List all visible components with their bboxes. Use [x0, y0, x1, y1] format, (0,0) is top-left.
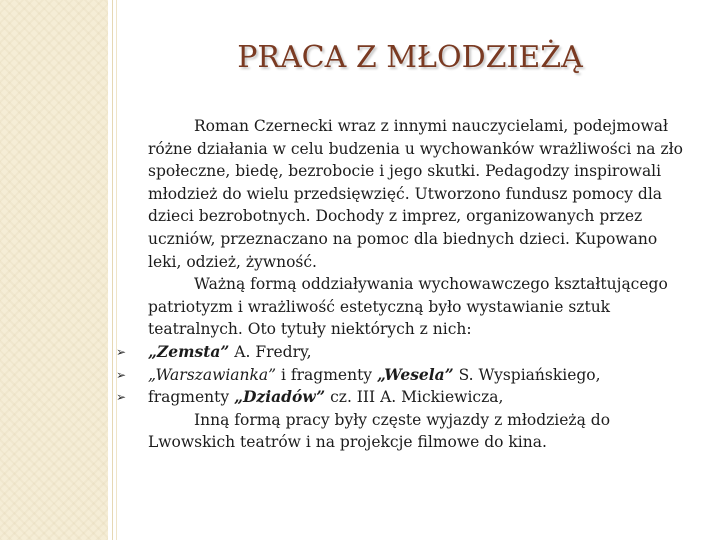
text-line: Inną formą pracy były częste wyjazdy z młodzieżą do	[194, 410, 611, 429]
text-line: Ważną formą oddziaływania wychowawczego kształtującego	[194, 275, 668, 294]
bullet-text: S. Wyspiańskiego,	[453, 365, 601, 384]
bullet-text: A. Fredry,	[229, 342, 312, 361]
bullet-item-dziady	[116, 386, 698, 409]
text-line: Lwowskich teatrów i na projekcje filmowe do kina.	[148, 433, 547, 452]
play-title: „Zemsta”	[148, 341, 230, 361]
text-line: patriotyzm i wrażliwość estetyczną było wystawianie sztuk	[148, 297, 611, 316]
play-title: „Wesela”	[376, 364, 454, 384]
text-line: dzieci bezrobotnych. Dochody z imprez, organizowanych przez	[148, 207, 643, 226]
arrow-bullet-icon: ➢	[116, 344, 127, 359]
text-line: społeczne, biedę, bezrobocie i jego skutki. Pedagodzy inspirowali	[148, 162, 662, 181]
side-band-divider	[112, 0, 113, 540]
bullet-text: fragmenty	[148, 388, 235, 407]
paragraph-2	[148, 273, 698, 341]
play-title: „Dziadów”	[234, 387, 326, 407]
bullet-item-warszawianka	[116, 364, 698, 387]
arrow-bullet-icon: ➢	[116, 390, 127, 405]
text-line: Roman Czernecki wraz z innymi nauczycielami, podejmował	[194, 117, 668, 135]
slide-title: PRACA Z MŁODZIEŻĄ	[237, 40, 583, 75]
paragraph-3	[148, 409, 698, 454]
play-title: „Warszawianka”	[148, 365, 277, 384]
arrow-bullet-icon: ➢	[116, 367, 127, 382]
text-line: uczniów, przeznaczano na pomoc dla biednych dzieci. Kupowano	[148, 229, 658, 248]
text-line: różne działania w celu budzenia u wychowanków wrażliwości na zło	[148, 139, 683, 158]
slide-body	[116, 115, 698, 454]
text-line: teatralnych. Oto tytuły niektórych z nich:	[148, 320, 472, 339]
bullet-text: i fragmenty	[276, 365, 377, 384]
text-line: młodzież do wielu przedsięwzięć. Utworzono fundusz pomocy dla	[148, 184, 663, 203]
bullet-list	[116, 341, 698, 409]
bullet-item-zemsta	[116, 341, 698, 364]
decorative-side-band	[0, 0, 108, 540]
text-line: leki, odzież, żywność.	[148, 252, 317, 271]
side-band-divider-secondary	[116, 0, 117, 540]
paragraph-1	[148, 115, 698, 273]
bullet-text: cz. III A. Mickiewicza,	[325, 388, 504, 407]
